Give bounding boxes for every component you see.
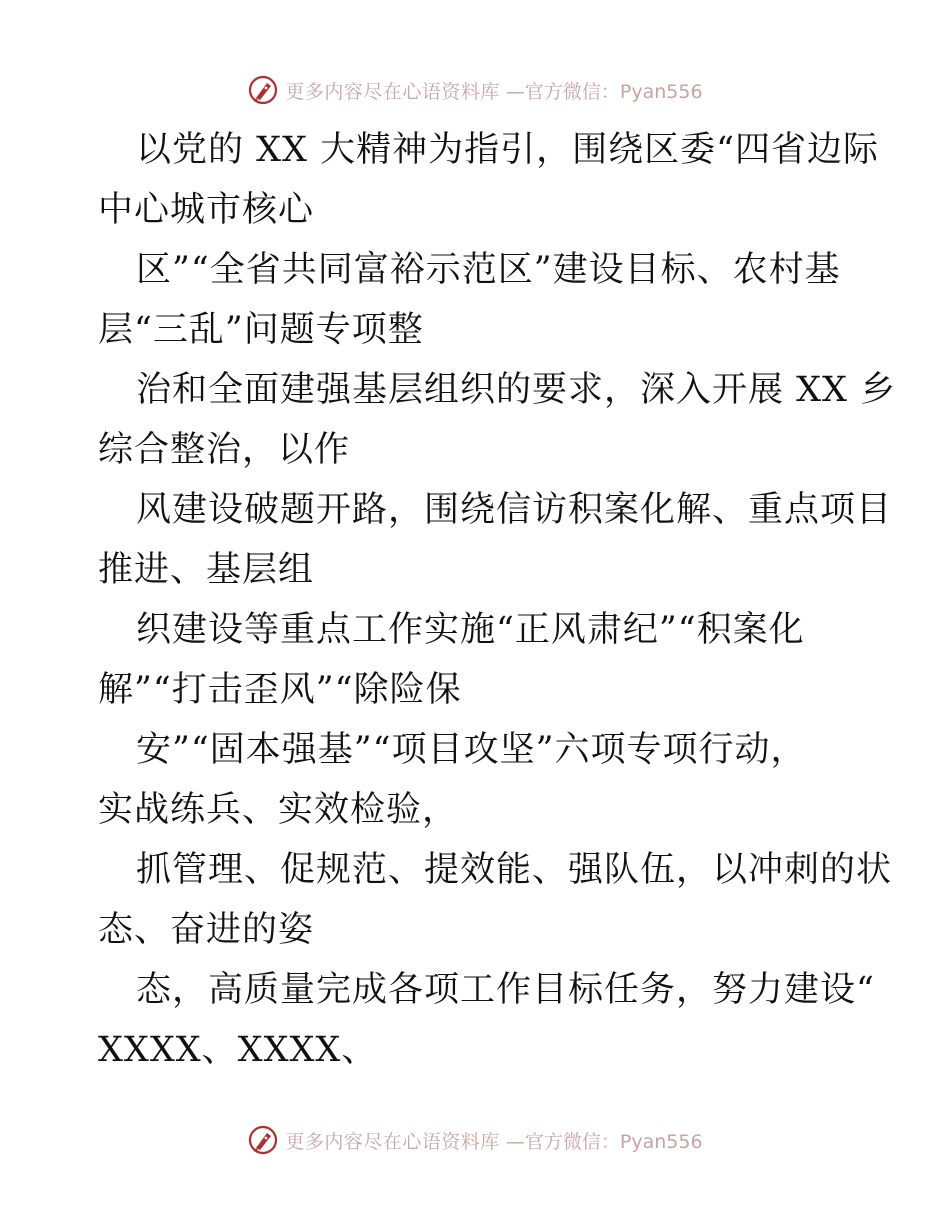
paragraph-line: 织建设等重点工作实施“正风肃纪”“积案化 xyxy=(136,610,805,650)
paragraph xyxy=(98,840,893,960)
paragraph-line: 推进、基层组 xyxy=(98,550,315,590)
header-watermark xyxy=(0,72,950,108)
pen-nib-logo-icon xyxy=(247,74,279,106)
watermark-main-text: 更多内容尽在心语资料库 xyxy=(285,80,500,103)
paragraph-line: 安”“固本强基”“项目攻坚”六项专项行动， xyxy=(136,730,807,770)
paragraph xyxy=(98,120,879,240)
paragraph xyxy=(98,480,893,600)
paragraph-line: 态、奋进的姿 xyxy=(98,910,315,950)
paragraph-line: 以党的 XX 大精神为指引，围绕区委“四省边际 xyxy=(136,130,879,170)
paragraph-line: 区”“全省共同富裕示范区”建设目标、农村基 xyxy=(136,250,841,290)
watermark-sub-text: —官方微信：Pyan556 xyxy=(505,1130,703,1153)
paragraph xyxy=(98,600,868,720)
paragraph-line: 解”“打击歪风”“除险保 xyxy=(98,670,462,710)
paragraph-line: 层“三乱”问题专项整 xyxy=(98,310,424,350)
paragraph-line: 治和全面建强基层组织的要求，深入开展 XX 乡 xyxy=(136,370,897,410)
paragraph-line: 实战练兵、实效检验， xyxy=(98,790,459,830)
watermark-main-text: 更多内容尽在心语资料库 xyxy=(285,1130,500,1153)
paragraph xyxy=(98,960,875,1080)
paragraph-line: 风建设破题开路，围绕信访积案化解、重点项目 xyxy=(136,490,893,530)
paragraph xyxy=(98,360,897,480)
pen-nib-logo-icon xyxy=(247,1124,279,1156)
watermark-sub-text: —官方微信：Pyan556 xyxy=(505,80,703,103)
paragraph-line: 中心城市核心 xyxy=(98,190,315,230)
paragraph-line: 综合整治，以作 xyxy=(98,430,351,470)
paragraph-line: XXXX、XXXX、 xyxy=(98,1030,378,1070)
paragraph xyxy=(98,720,868,840)
paragraph-line: 态，高质量完成各项工作目标任务，努力建设“ xyxy=(136,970,875,1010)
paragraph xyxy=(98,240,868,360)
footer-watermark xyxy=(0,1122,950,1158)
paragraph-line: 抓管理、促规范、提效能、强队伍，以冲刺的状 xyxy=(136,850,893,890)
document-body xyxy=(98,120,897,1080)
